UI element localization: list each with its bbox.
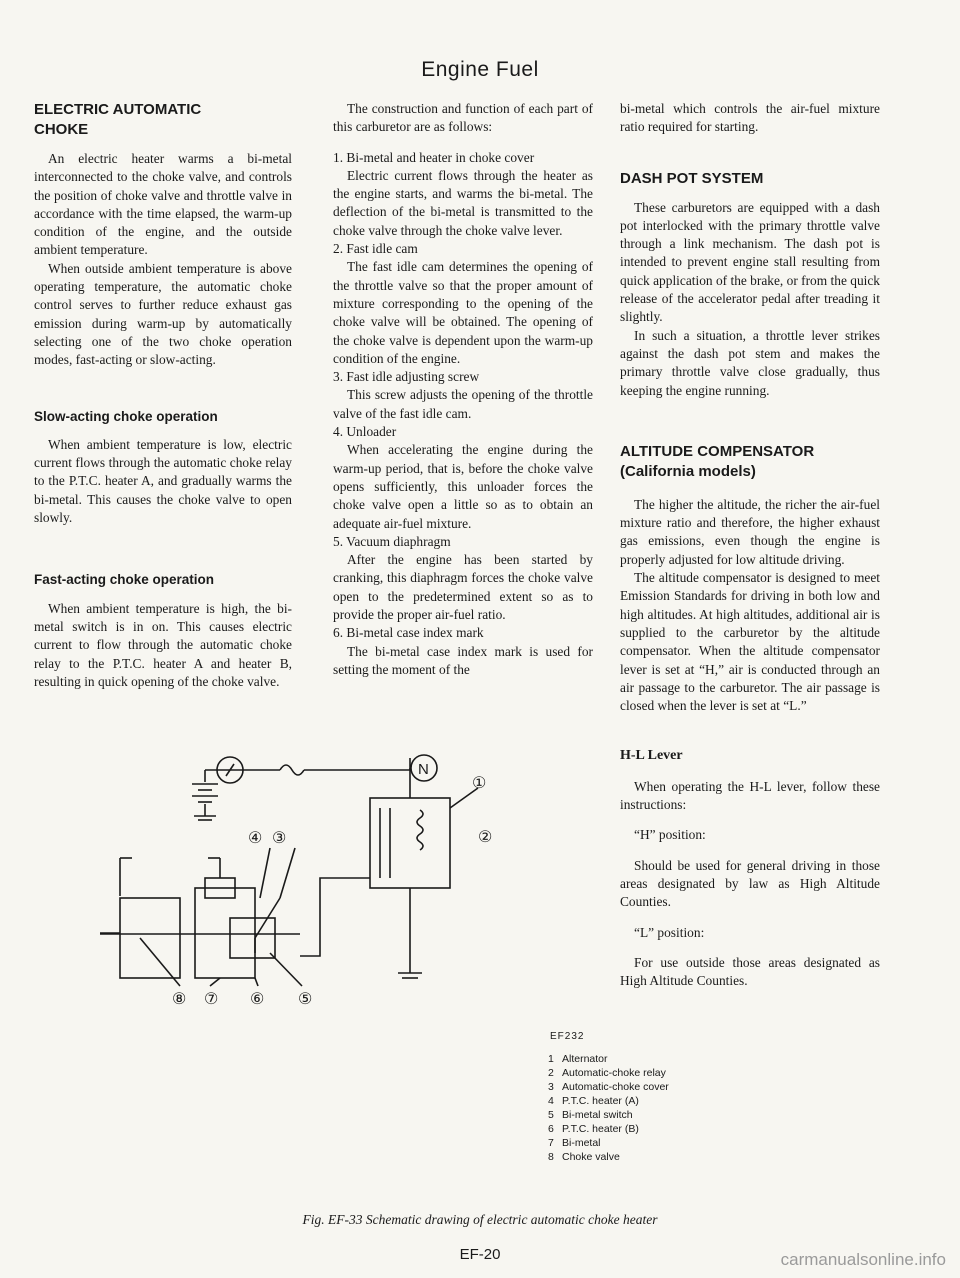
- list-item-body: The bi-metal case index mark is used for setting the moment of the: [333, 643, 593, 677]
- page-number: EF-20: [459, 1246, 501, 1263]
- list-item-body: After the engine has been started by cranking, this diaphragm forces the choke valve open to the predetermined extent so as to provide the proper air-fuel ratio.: [333, 552, 593, 623]
- list-item-body: Electric current flows through the heater as the engine starts, and warms the bi-metal. The deflection of the bi-metal is transmitted to the choke valve through the choke valve lever.: [333, 167, 593, 238]
- callout-7: ⑦: [204, 991, 219, 1008]
- section-heading-altitude: [620, 442, 880, 482]
- list-item-body: When accelerating the engine during the warm-up period, that is, before the choke valve opens sufficiently, this unloader forces the choke valve open a little so as to obtain an adequate air-fuel mixture.: [333, 442, 593, 531]
- choke-heater-schematic: [80, 748, 560, 1203]
- paragraph: “H” position:: [634, 827, 706, 843]
- section-heading-electric-choke: ELECTRIC AUTOMATIC CHOKE: [34, 101, 202, 138]
- list-item-body: This screw adjusts the opening of the throttle valve of the fast idle cam.: [333, 387, 593, 421]
- paragraph: bi-metal which controls the air-fuel mixture ratio required for starting.: [620, 101, 880, 135]
- legend-item: 3 Automatic-choke cover: [548, 1081, 669, 1093]
- list-item-title: 3. Fast idle adjusting screw: [333, 369, 480, 385]
- column-left: [34, 100, 292, 691]
- legend-item: 2 Automatic-choke relay: [548, 1067, 666, 1079]
- paragraph: “L” position:: [634, 924, 705, 940]
- callout-5: ⑤: [298, 991, 313, 1008]
- legend-item: 4 P.T.C. heater (A): [548, 1095, 639, 1107]
- legend-item: 6 P.T.C. heater (B): [548, 1123, 639, 1135]
- figure-legend: [548, 1052, 669, 1164]
- subheading-hl-lever: H-L Lever: [620, 748, 683, 764]
- watermark: carmanualsonline.info: [780, 1250, 946, 1269]
- paragraph: Should be used for general driving in those areas designated by law as High Altitude Counties.: [620, 857, 880, 910]
- alternator-label: N: [418, 761, 429, 778]
- list-item-title: 5. Vacuum diaphragm: [333, 533, 451, 549]
- paragraph: These carburetors are equipped with a dash pot interlocked with the primary throttle valve through a link mechanism. The dash pot is intended to prevent engine stall resulting from quick application of the brake, or from the quick release of the accelerator pedal after treading it slightly.: [620, 199, 880, 325]
- list-item-body: The fast idle cam determines the opening of the throttle valve so that the proper amount of mixture corresponding to the opening of the choke valve will be obtained. The opening of the choke valve is dependent upon the warm-up condition of the engine.: [333, 259, 593, 366]
- section-heading-dash-pot: DASH POT SYSTEM: [620, 169, 764, 187]
- subheading-fast-acting: Fast-acting choke operation: [34, 572, 215, 588]
- paragraph: When operating the H-L lever, follow these instructions:: [620, 778, 880, 813]
- callout-8: ⑧: [172, 991, 187, 1008]
- subheading-slow-acting: Slow-acting choke operation: [34, 408, 218, 424]
- legend-item: 5 Bi-metal switch: [548, 1109, 633, 1121]
- paragraph: When ambient temperature is low, electric current flows through the automatic choke relay to the P.T.C. heater A, and gradually warms the bi-metal. This causes the choke valve to open slowly.: [34, 436, 292, 526]
- list-item-title: 6. Bi-metal case index mark: [333, 625, 484, 641]
- callout-2: ②: [478, 829, 493, 846]
- list-item-title: 1. Bi-metal and heater in choke cover: [333, 149, 535, 165]
- callout-3: ③: [272, 830, 287, 847]
- column-middle: [333, 100, 593, 679]
- paragraph: In such a situation, a throttle lever strikes against the dash pot stem and makes the primary throttle valve close gradually, thus keeping the engine running.: [620, 327, 880, 398]
- callout-6: ⑥: [250, 991, 265, 1008]
- list-item-title: 2. Fast idle cam: [333, 241, 418, 257]
- paragraph: The altitude compensator is designed to meet Emission Standards for driving in both low and high altitudes. At high altitudes, additional air is supplied to the carburetor by the altitude compensator. When the altitude compensator lever is set at “H,” air is conducted through an air passage to the carburetor. The air passage is closed when the lever is set at “L.”: [620, 570, 880, 714]
- figure-code: EF232: [550, 1031, 585, 1042]
- schematic-figure: [80, 748, 560, 1203]
- legend-item: 1 Alternator: [548, 1053, 608, 1065]
- callout-4: ④: [248, 830, 263, 847]
- paragraph: When outside ambient temperature is above operating temperature, the automatic choke control serves to further reduce exhaust gas emission during warm-up by automatically selecting one of the two choke operation modes, fast-acting or slow-acting.: [34, 260, 292, 368]
- paragraph: An electric heater warms a bi-metal interconnected to the choke valve, and controls the position of choke valve and throttle valve in accordance with the time elapsed, the warm-up condition of the engine, and the outside ambient temperature.: [34, 151, 292, 258]
- legend-item: 7 Bi-metal: [548, 1137, 601, 1149]
- legend-item: 8 Choke valve: [548, 1151, 620, 1163]
- paragraph: When ambient temperature is high, the bi-metal switch is in on. This causes electric current to flow through the automatic choke relay to the P.T.C. heater A and heater B, resulting in quick opening of the choke valve.: [34, 600, 292, 689]
- heading-line: ALTITUDE COMPENSATOR: [620, 442, 815, 460]
- paragraph: The construction and function of each part of this carburetor are as follows:: [333, 101, 593, 135]
- figure-caption: Fig. EF-33 Schematic drawing of electric automatic choke heater: [302, 1212, 658, 1227]
- paragraph: The higher the altitude, the richer the air-fuel mixture ratio and therefore, the higher exhaust gas emissions, even though the engine is properly adjusted for low altitude driving.: [620, 496, 880, 567]
- list-item-title: 4. Unloader: [333, 424, 397, 440]
- paragraph: For use outside those areas designated as High Altitude Counties.: [620, 954, 880, 989]
- column-right: [620, 100, 880, 990]
- page-header: Engine Fuel: [421, 58, 539, 81]
- callout-1: ①: [472, 775, 487, 792]
- heading-line: (California models): [620, 462, 756, 480]
